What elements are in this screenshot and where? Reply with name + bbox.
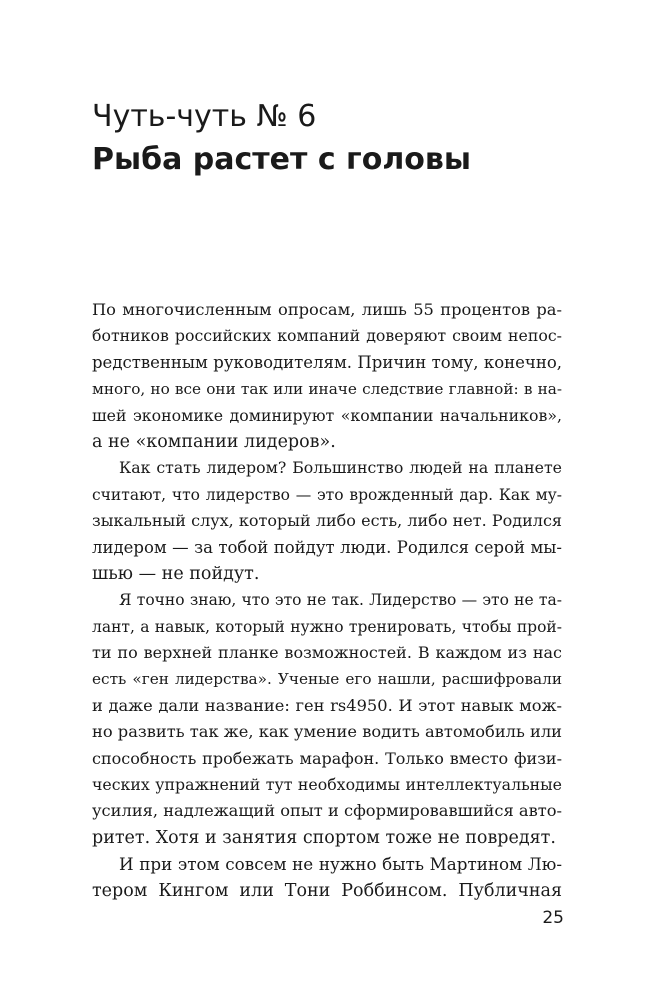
body-line: способность пробежать марафон. Только вместо физи- <box>92 748 562 768</box>
body-line: ти по верхней планке возможностей. В каждом из нас <box>92 643 562 663</box>
body-line: а не «компании лидеров». <box>92 431 336 452</box>
body-line: И при этом совсем не нужно быть Мартином Лю- <box>119 854 562 875</box>
body-line: но развить так же, как умение водить автомобиль или <box>92 722 562 742</box>
page-number: 25 <box>542 908 564 928</box>
body-line: усилия, надлежащий опыт и сформировавшийся авто- <box>92 801 562 821</box>
body-line: много, но все они так или иначе следствие главной: в на- <box>92 380 562 399</box>
body-line: Как стать лидером? Большинство людей на планете <box>119 458 562 478</box>
chapter-title: Рыба растет с головы <box>92 142 472 177</box>
body-line: ритет. Хотя и занятия спортом тоже не повредят. <box>92 827 556 848</box>
body-line: редственным руководителям. Причин тому, конечно, <box>92 352 562 372</box>
chapter-header <box>92 96 612 182</box>
body-line: шью — не пойдут. <box>92 563 260 584</box>
body-line: тером Кингом или Тони Роббинсом. Публичная <box>92 880 562 901</box>
body-line: ческих упражнений тут необходимы интеллектуальные <box>92 775 562 795</box>
body-line: зыкальный слух, который либо есть, либо нет. Родился <box>92 511 562 531</box>
body-line: ботников российских компаний доверяют своим непос- <box>92 326 562 346</box>
body-line: шей экономике доминируют «компании начальников», <box>92 405 562 425</box>
body-line: лант, а навык, который нужно тренировать, чтобы прой- <box>92 617 562 636</box>
body-line: считают, что лидерство — это врожденный дар. Как му- <box>92 485 562 504</box>
body-line: По многочисленным опросам, лишь 55 процентов ра- <box>92 300 562 319</box>
body-line: Я точно знаю, что это не так. Лидерство — это не та- <box>119 591 562 610</box>
body-line: и даже дали название: ген rs4950. И этот навык мож- <box>92 695 562 715</box>
chapter-number: Чуть-чуть № 6 <box>92 99 317 134</box>
body-text <box>92 297 562 904</box>
body-line: лидером — за тобой пойдут люди. Родился серой мы- <box>92 537 562 557</box>
body-line: есть «ген лидерства». Ученые его нашли, расшифровали <box>92 670 562 689</box>
